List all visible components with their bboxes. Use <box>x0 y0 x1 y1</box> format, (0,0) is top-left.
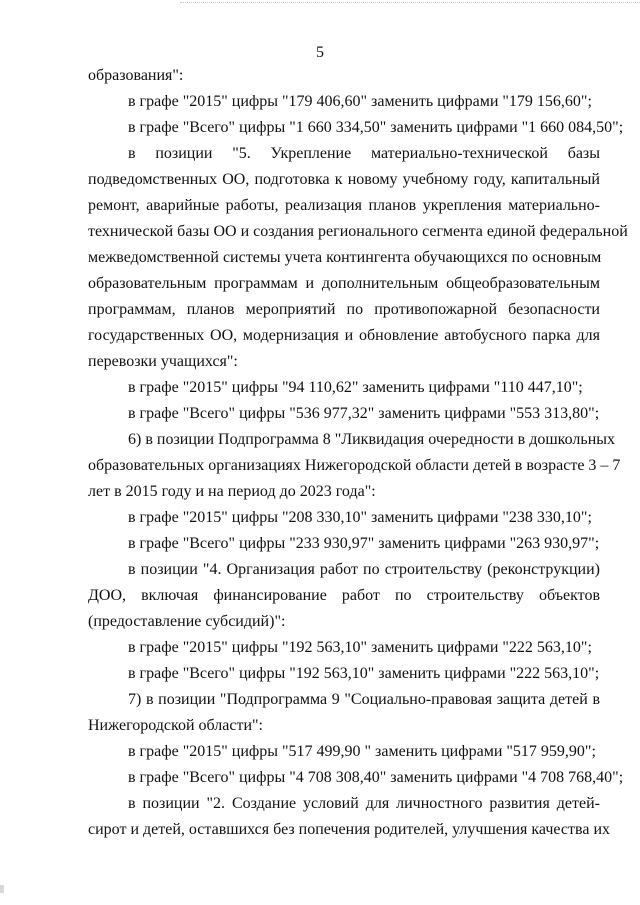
text-line: ремонт, аварийные работы, реализация планов укрепления материально- <box>88 197 600 214</box>
text-line: в графе "2015" цифры "179 406,60" заменить цифрами "179 156,60"; <box>128 93 592 110</box>
text-line: программам, планов мероприятий по противопожарной безопасности <box>88 301 600 318</box>
text-line: в графе "Всего" цифры "233 930,97" заменить цифрами "263 930,97"; <box>128 535 600 552</box>
text-line: государственных ОО, модернизация и обновление автобусного парка для <box>88 327 600 344</box>
text-line: в позиции "2. Создание условий для личностного развития детей- <box>128 795 600 812</box>
text-line: сирот и детей, оставшихся без попечения родителей, улучшения качества их <box>88 821 610 838</box>
text-line: образовательных организациях Нижегородской области детей в возрасте 3 – 7 <box>88 457 621 474</box>
text-line: в графе "2015" цифры "517 499,90 " заменить цифрами "517 959,90"; <box>128 743 596 760</box>
text-line: образовательным программам и дополнительным общеобразовательным <box>88 275 600 292</box>
text-line: лет в 2015 году и на период до 2023 года": <box>88 483 376 500</box>
text-line: в графе "2015" цифры "94 110,62" заменить цифрами "110 447,10"; <box>128 379 583 396</box>
text-line: в графе "Всего" цифры "4 708 308,40" заменить цифрами "4 708 768,40"; <box>128 769 624 786</box>
text-line: в графе "Всего" цифры "1 660 334,50" заменить цифрами "1 660 084,50"; <box>128 119 624 136</box>
text-line: 6) в позиции Подпрограмма 8 "Ликвидация очередности в дошкольных <box>128 431 616 448</box>
text-line: ДОО, включая финансирование работ по строительству объектов <box>88 587 600 604</box>
scan-edge-mark <box>0 885 4 893</box>
text-line: (предоставление субсидий)": <box>88 613 286 630</box>
text-line: подведомственных ОО, подготовка к новому учебному году, капитальный <box>88 171 600 188</box>
page-number: 5 <box>316 44 324 61</box>
scan-top-edge <box>180 2 640 3</box>
text-line: в графе "2015" цифры "208 330,10" заменить цифрами "238 330,10"; <box>128 509 592 526</box>
text-line: Нижегородской области": <box>88 717 263 734</box>
text-line: технической базы ОО и создания регионального сегмента единой федеральной <box>88 223 628 240</box>
text-line: перевозки учащихся": <box>88 353 238 370</box>
text-line: образования": <box>88 67 184 84</box>
text-line: в графе "2015" цифры "192 563,10" заменить цифрами "222 563,10"; <box>128 639 592 656</box>
text-line: в графе "Всего" цифры "536 977,32" заменить цифрами "553 313,80"; <box>128 405 600 422</box>
text-line: 7) в позиции "Подпрограмма 9 "Социально-правовая защита детей в <box>128 691 600 708</box>
text-line: межведомственной системы учета контингента обучающихся по основным <box>88 249 602 266</box>
text-line: в позиции "4. Организация работ по строительству (реконструкции) <box>128 561 600 578</box>
text-line: в позиции "5. Укрепление материально-технической базы <box>128 145 600 162</box>
text-line: в графе "Всего" цифры "192 563,10" заменить цифрами "222 563,10"; <box>128 665 600 682</box>
